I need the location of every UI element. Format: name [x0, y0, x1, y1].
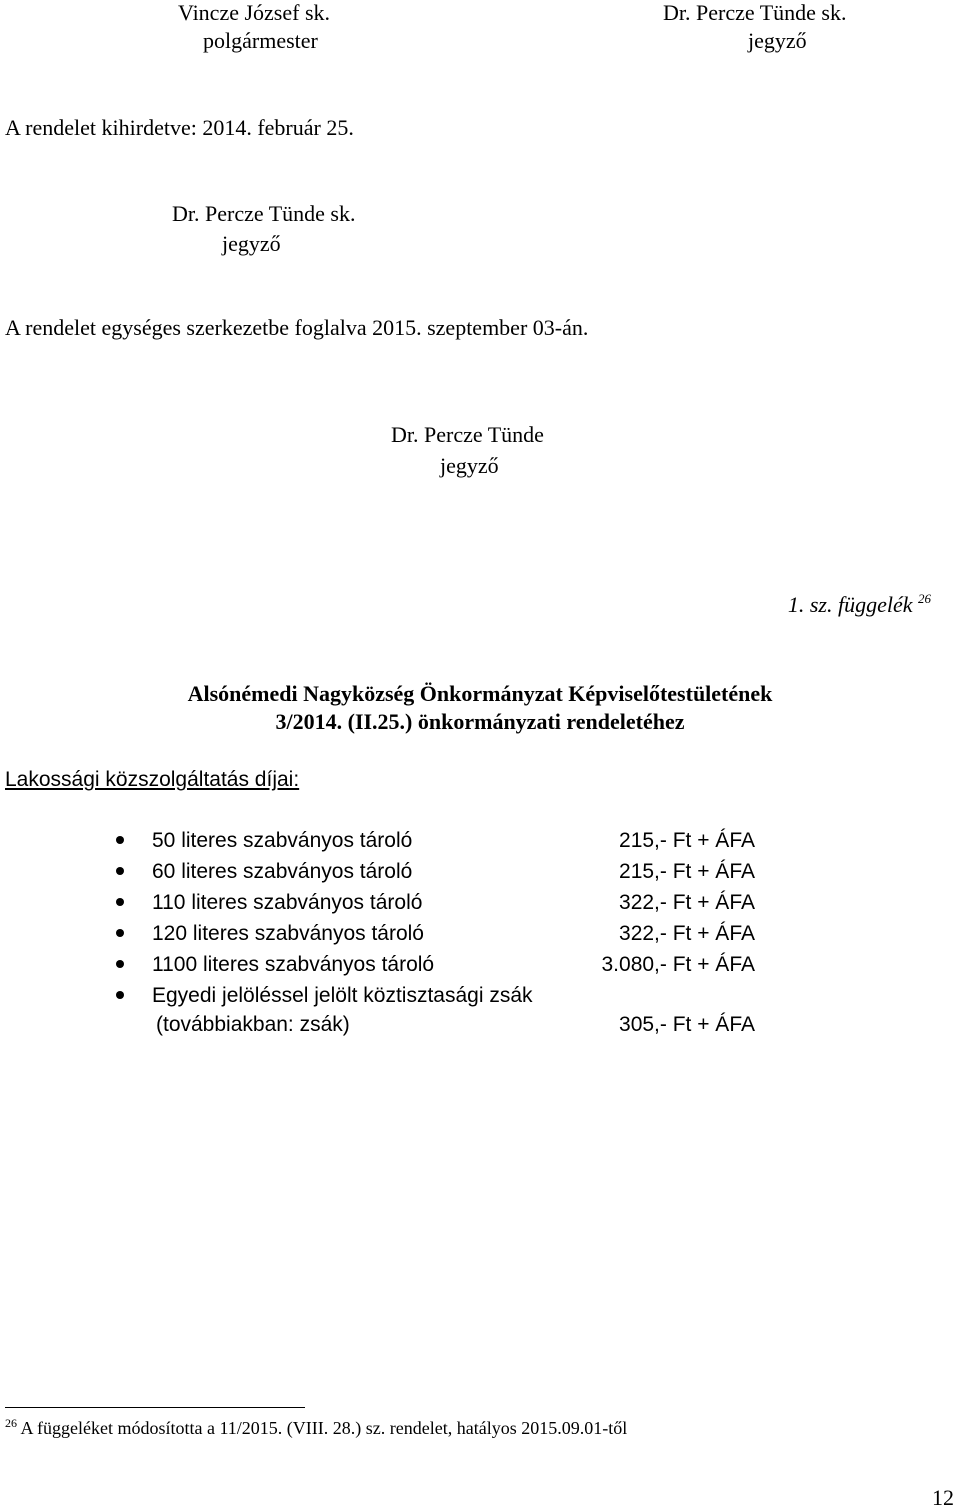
consolidation-signer-title: jegyző — [440, 453, 499, 478]
fee-item-price: 322,- Ft + ÁFA — [619, 922, 755, 945]
footnote — [5, 1416, 628, 1438]
fee-item-name-line2: (továbbiakban: zsák) — [156, 1013, 350, 1036]
footnote-text: A függeléket módosította a 11/2015. (VIII. 28.) sz. rendelet, hatályos 2015.09.01-től — [20, 1418, 628, 1438]
bullet-icon — [116, 991, 124, 999]
page-number: 12 — [932, 1485, 954, 1510]
promulgation-signer-title: jegyző — [222, 231, 281, 256]
fee-item-name: 110 literes szabványos tároló — [152, 891, 423, 914]
bullet-icon — [116, 898, 124, 906]
notary-name: Dr. Percze Tünde sk. — [663, 0, 847, 25]
fee-item-price: 305,- Ft + ÁFA — [619, 1013, 755, 1036]
fee-item-name: 1100 literes szabványos tároló — [152, 953, 435, 976]
fee-item-price: 215,- Ft + ÁFA — [619, 860, 755, 883]
appendix-footnote-ref: 26 — [918, 591, 931, 606]
promulgation-signer-name: Dr. Percze Tünde sk. — [172, 201, 356, 226]
bullet-icon — [116, 836, 124, 844]
appendix-label — [787, 591, 931, 617]
fee-item-name: 120 literes szabványos tároló — [152, 922, 424, 945]
mayor-name: Vincze József sk. — [178, 0, 331, 25]
footnote-number: 26 — [5, 1416, 17, 1430]
promulgation-text: A rendelet kihirdetve: 2014. február 25. — [5, 115, 354, 140]
fee-item-price: 215,- Ft + ÁFA — [619, 829, 755, 852]
fee-item-name: 50 literes szabványos tároló — [152, 829, 413, 852]
bullet-icon — [116, 960, 124, 968]
bullet-icon — [116, 867, 124, 875]
appendix-heading-line2: 3/2014. (II.25.) önkormányzati rendeletéhez — [275, 709, 685, 734]
consolidation-signer-name: Dr. Percze Tünde — [391, 422, 544, 447]
notary-title: jegyző — [748, 28, 807, 53]
fee-item-price: 322,- Ft + ÁFA — [619, 891, 755, 914]
mayor-title: polgármester — [203, 28, 318, 53]
appendix-label-text: 1. sz. függelék — [787, 592, 913, 617]
fees-title: Lakossági közszolgáltatás díjai: — [5, 768, 300, 791]
fee-item-name: 60 literes szabványos tároló — [152, 860, 413, 883]
appendix-heading-line1: Alsónémedi Nagyközség Önkormányzat Képviselőtestületének — [187, 681, 773, 706]
consolidation-text: A rendelet egységes szerkezetbe foglalva 2015. szeptember 03-án. — [5, 315, 589, 340]
fee-item-name: Egyedi jelöléssel jelölt köztisztasági zsák — [152, 984, 533, 1007]
fee-item-price: 3.080,- Ft + ÁFA — [601, 953, 755, 976]
footnote-divider — [5, 1407, 305, 1408]
bullet-icon — [116, 929, 124, 937]
